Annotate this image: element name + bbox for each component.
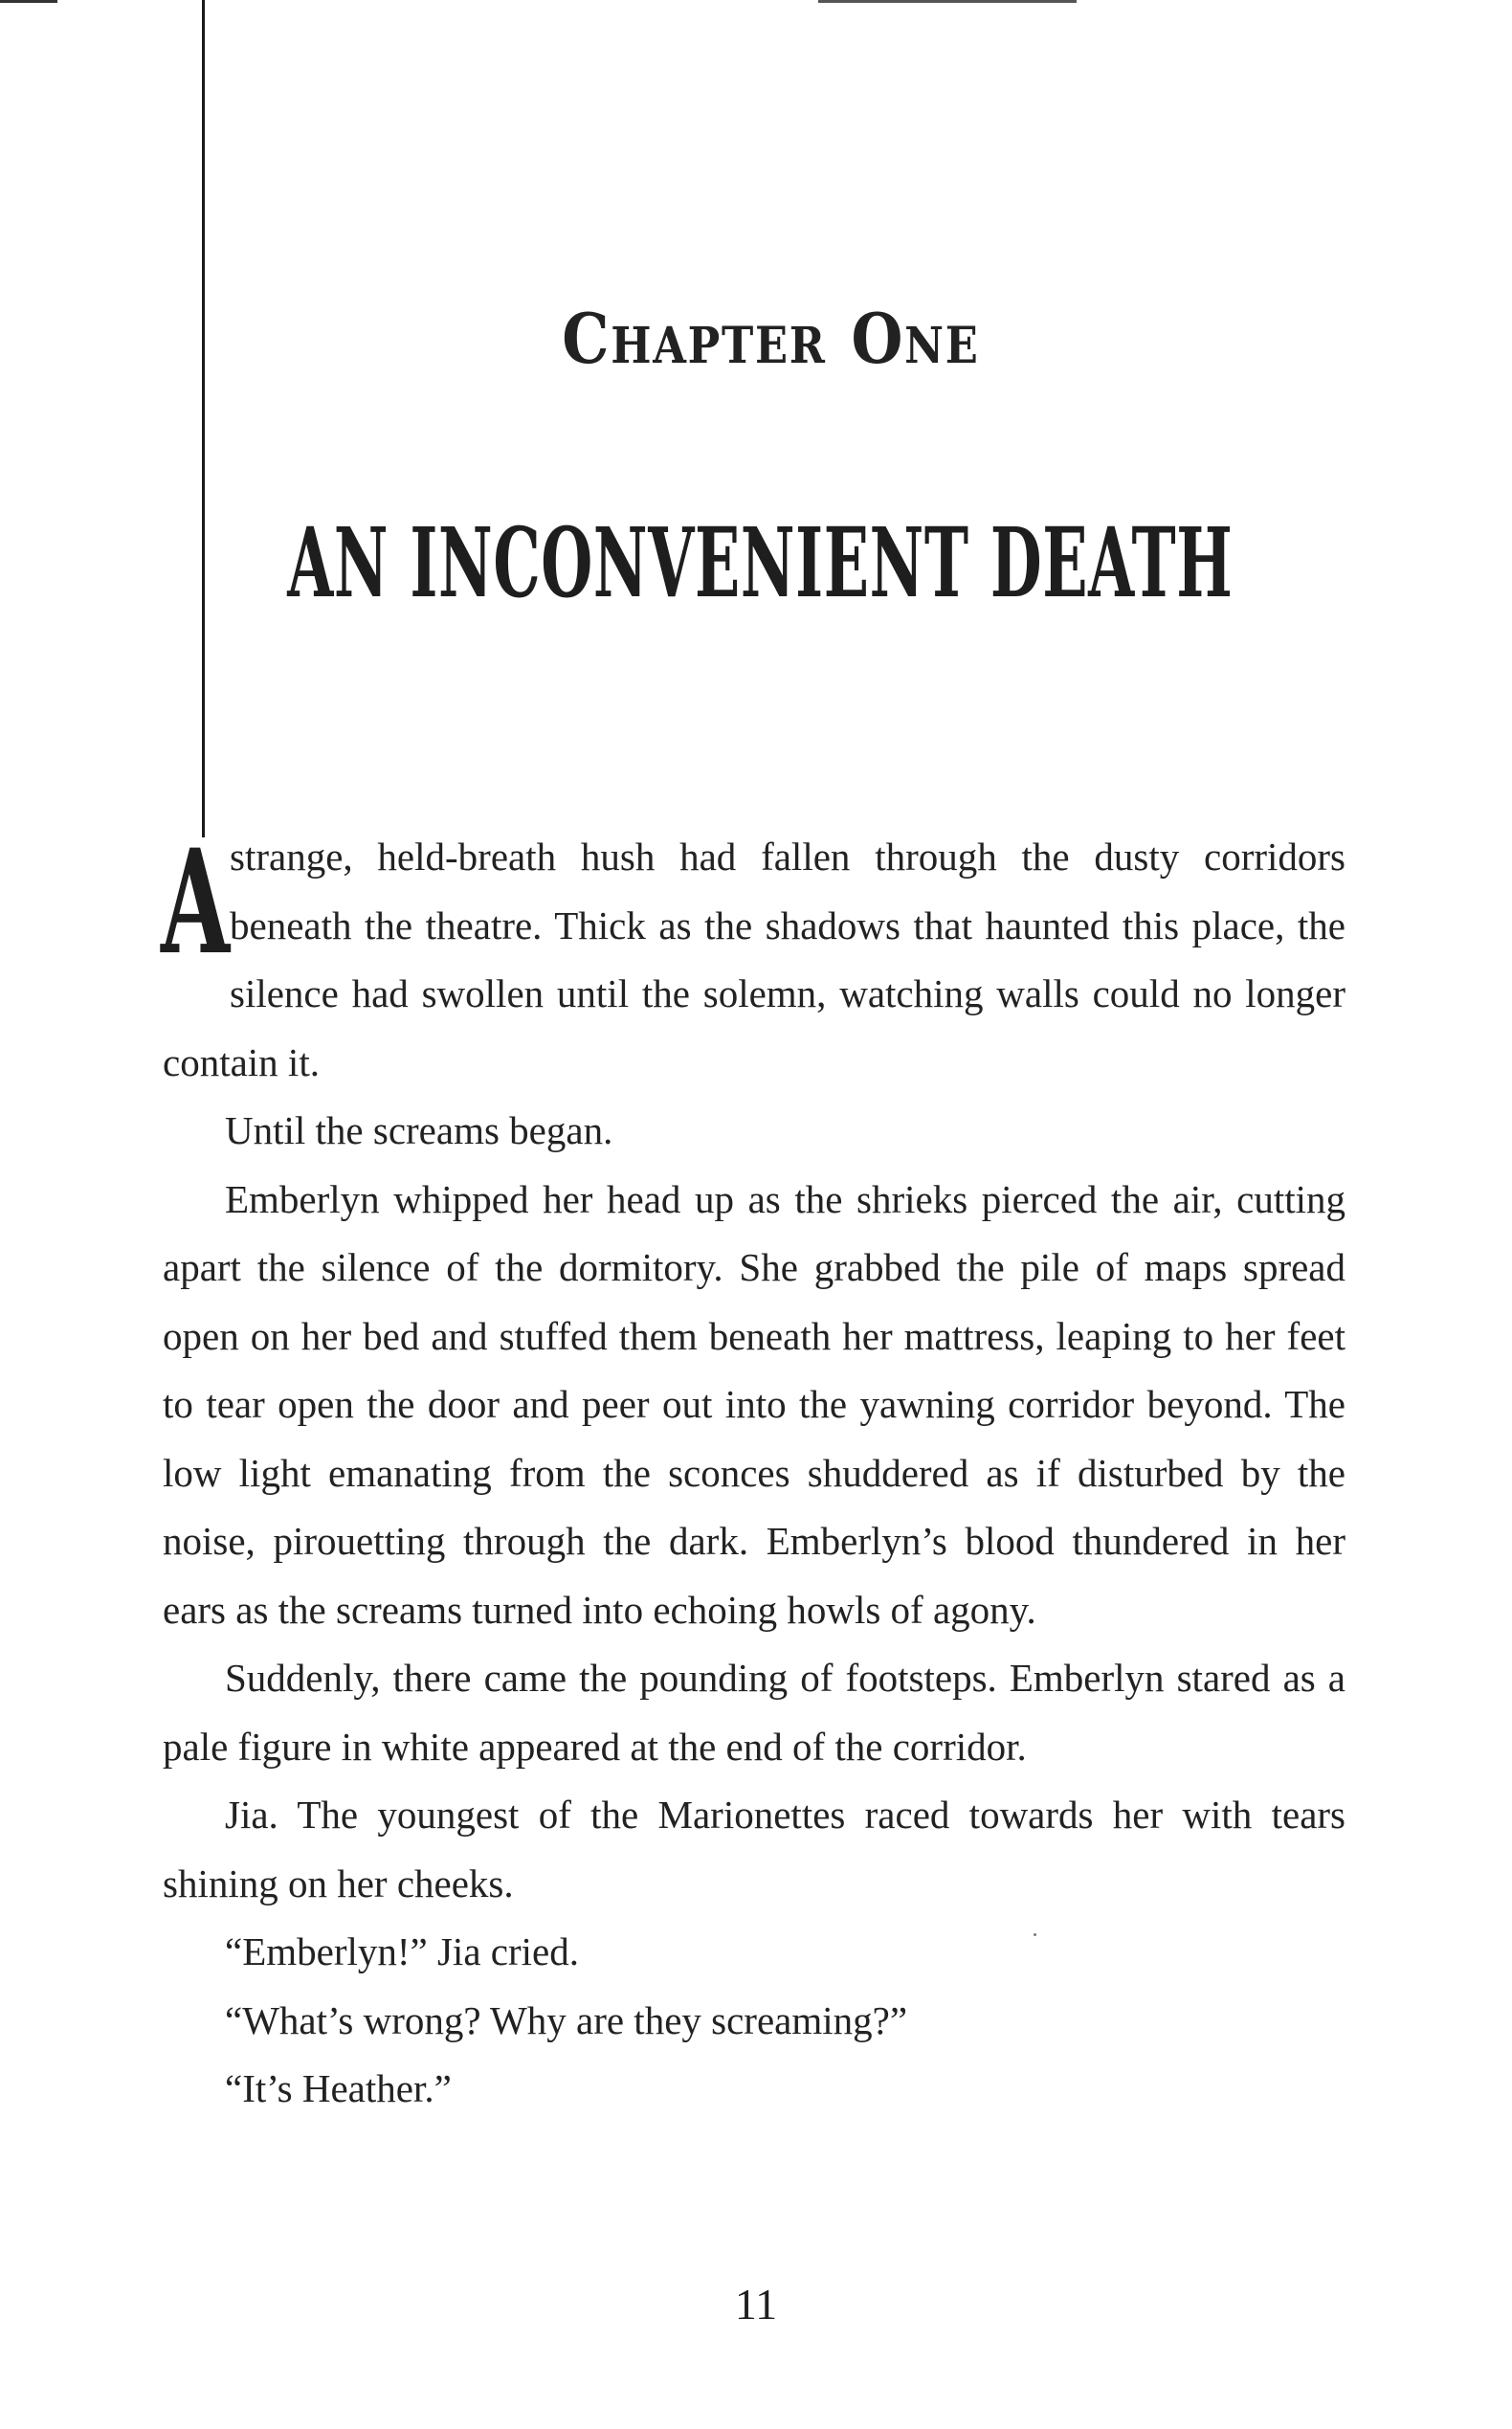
chapter-label-word: NE [904, 317, 980, 375]
paragraph: Jia. The youngest of the Marionettes raced towards her with tears shining on her cheeks. [163, 1793, 1345, 1905]
paragraph: Suddenly, there came the pounding of footsteps. Emberlyn stared as a pale figure in white appeared at the end of the corridor. [163, 1656, 1345, 1769]
paragraph: Emberlyn whipped her head up as the shrieks pierced the air, cutting apart the silence of the dormitory. She grabbed the pile of maps spread open on her bed and stuffed them beneath her mattress, leaping to her feet to tear open the door and peer out into the yawning corridor beyond. The low light emanating from the sconces shuddered as if disturbed by the noise, pirouetting through the dark. Emberlyn’s blood thundered in her ears as the screams turned into echoing howls of agony. [163, 1176, 1345, 1632]
scan-speck [1034, 1933, 1036, 1936]
scan-edge-mark [818, 0, 1077, 3]
opening-paragraph [161, 818, 1345, 1097]
paragraph: Until the screams began. [225, 1108, 613, 1152]
scan-edge-mark [0, 0, 57, 3]
chapter-title: AN INCONVENIENT DEATH [287, 506, 1234, 619]
dialogue-line: “Emberlyn!” Jia cried. [225, 1929, 579, 1973]
margin-rule [202, 0, 205, 837]
dialogue-line: “It’s Heather.” [225, 2066, 452, 2110]
drop-cap: A [161, 818, 231, 987]
page-number: 11 [734, 2280, 778, 2329]
chapter-body [161, 818, 1345, 2124]
chapter-label-initial: O [851, 298, 905, 379]
chapter-label-word: HAPTER [611, 317, 827, 375]
chapter-label-initial: C [562, 298, 611, 379]
chapter-label [121, 298, 1421, 379]
paragraph-text: strange, held-breath hush had fallen through the dusty corridors beneath the theatre. Thick as the shadows that haunted this place, the silence had swollen until the solemn, watching walls could no longer contain it. [163, 835, 1345, 1084]
dialogue-line: “What’s wrong? Why are they screaming?” [225, 1997, 908, 2042]
